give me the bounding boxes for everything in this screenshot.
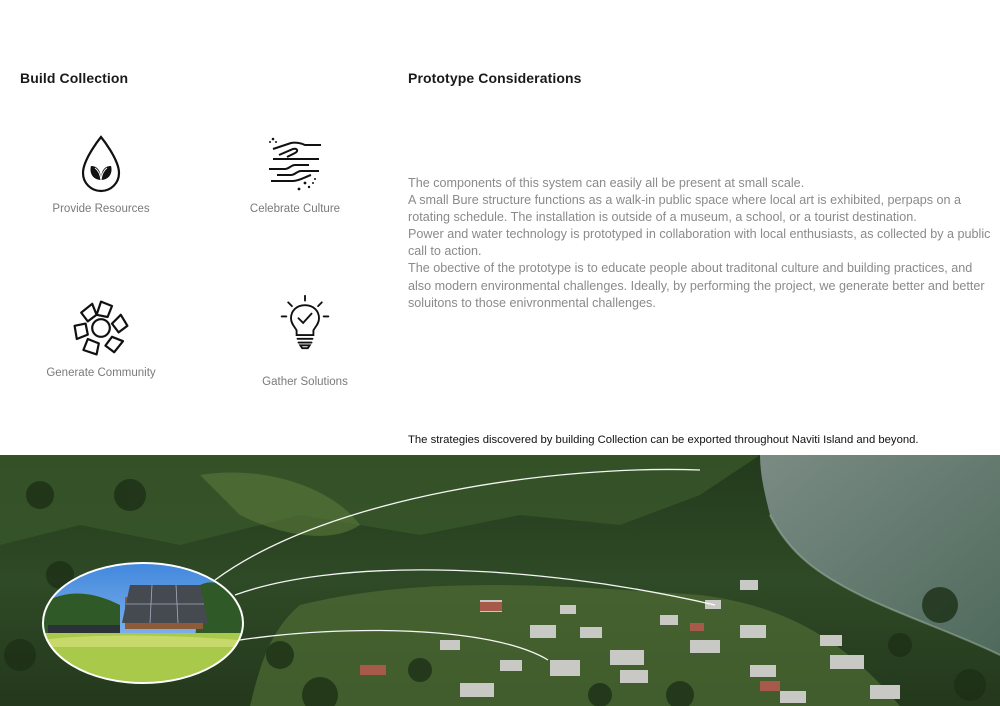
description-paragraph: Power and water technology is prototyped in collaboration with local enthusiasts, as collected by a public call to action. [408, 227, 991, 259]
strategies-tagline: The strategies discovered by building Collection can be exported throughout Naviti Island and beyond. [408, 434, 919, 446]
provide-resources-label: Provide Resources [52, 203, 150, 215]
prototype-considerations-heading: Prototype Considerations [408, 70, 582, 86]
description-paragraph: The obective of the prototype is to educate people about traditonal culture and building practices, and also modern environmental challenges. Ideally, by performing the project, we generate better and better soluitons to those enivronmental challenges. [408, 261, 985, 310]
generate-community-label: Generate Community [46, 367, 156, 379]
linked-hands-circle-icon [68, 295, 134, 361]
celebrate-culture-tile [225, 133, 365, 215]
description-paragraph: A small Bure structure functions as a walk-in public space where local art is exhibited, perpaps on a rotating schedule. The installation is outside of a museum, a school, or a tourist destination. [408, 193, 962, 225]
gather-solutions-tile [235, 294, 375, 388]
celebrate-culture-label: Celebrate Culture [249, 203, 341, 215]
generate-community-tile [31, 295, 171, 379]
water-drop-leaf-icon [71, 133, 131, 193]
aerial-village-illustration [0, 455, 1000, 706]
lightbulb-check-icon [277, 294, 333, 350]
description-paragraph: The components of this system can easily all be present at small scale. [408, 176, 805, 190]
provide-resources-tile [31, 133, 171, 215]
build-collection-heading: Build Collection [20, 70, 129, 86]
aerial-village-photo [0, 455, 1000, 706]
hands-sharing-icon [265, 133, 325, 193]
gather-solutions-label: Gather Solutions [262, 376, 348, 388]
prototype-description [408, 175, 996, 312]
